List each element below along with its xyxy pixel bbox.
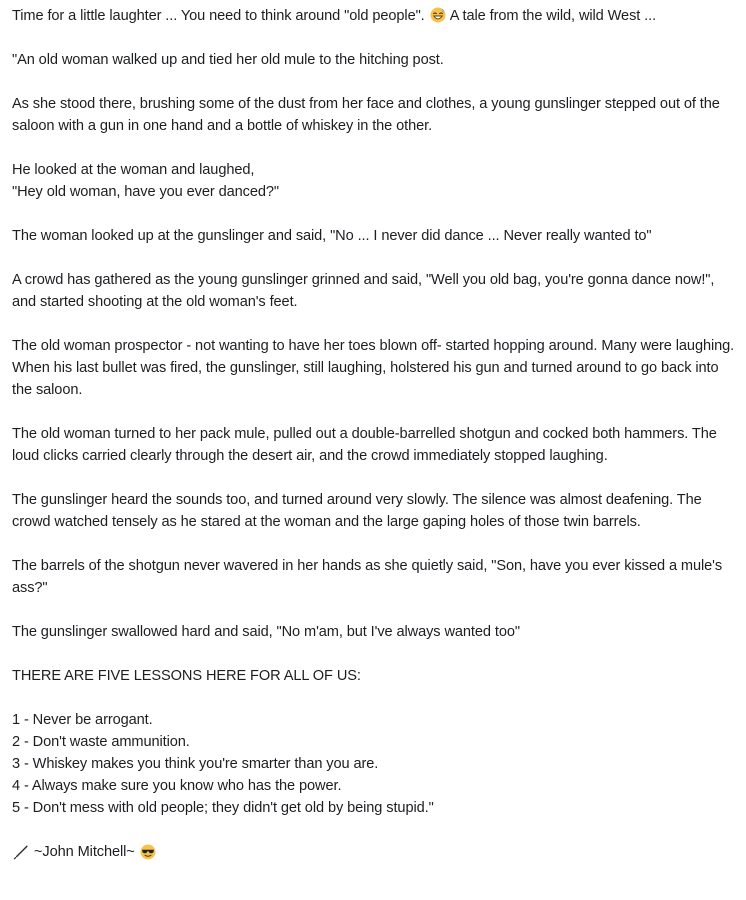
- paragraph-10: The gunslinger swallowed hard and said, "No m'am, but I've always wanted too": [12, 624, 520, 640]
- paragraph-3-line-1: He looked at the woman and laughed,: [12, 162, 255, 178]
- paragraph-6-line-1: The old woman prospector - not wanting to have her toes blown off- started hopping around. Many were laughing.: [12, 338, 735, 354]
- paragraph-4: The woman looked up at the gunslinger and said, "No ... I never did dance ... Never really wanted to": [12, 228, 652, 244]
- lessons-heading: THERE ARE FIVE LESSONS HERE FOR ALL OF US:: [12, 668, 361, 684]
- paragraph-9: The barrels of the shotgun never wavered in her hands as she quietly said, "Son, have you ever kissed a mule's ass?": [12, 558, 723, 596]
- paragraph-6-line-2: When his last bullet was fired, the gunslinger, still laughing, holstered his gun and turned around to go back into the saloon.: [12, 360, 719, 398]
- intro-text-after: A tale from the wild, wild West ...: [446, 8, 657, 24]
- paragraph-3-line-2: "Hey old woman, have you ever danced?": [12, 184, 279, 200]
- sunglasses-emoji-icon: [140, 844, 156, 860]
- paragraph-7: The old woman turned to her pack mule, pulled out a double-barrelled shotgun and cocked both hammers. The loud clicks carried clearly through the desert air, and the crowd immediately stopped laughing.: [12, 426, 717, 464]
- pen-icon: [13, 844, 29, 860]
- lessons-list: [12, 709, 738, 819]
- intro-text: Time for a little laughter ... You need to think around "old people".: [12, 8, 429, 24]
- paragraph-8: The gunslinger heard the sounds too, and turned around very slowly. The silence was almost deafening. The crowd watched tensely as he stared at the woman and the large gaping holes of those twin barrels.: [12, 492, 702, 530]
- paragraph-2: As she stood there, brushing some of the dust from her face and clothes, a young gunslinger stepped out of the saloon with a gun in one hand and a bottle of whiskey in the other.: [12, 96, 720, 134]
- lesson-item: 5 - Don't mess with old people; they didn't get old by being stupid.": [12, 800, 434, 816]
- intro-paragraph: [12, 5, 738, 27]
- lesson-item: 1 - Never be arrogant.: [12, 712, 153, 728]
- paragraph-3: [12, 159, 738, 203]
- paragraph-6: [12, 335, 738, 401]
- paragraph-5: A crowd has gathered as the young gunslinger grinned and said, "Well you old bag, you're gonna dance now!", and started shooting at the old woman's feet.: [12, 272, 715, 310]
- grinning-sweat-emoji-icon: [430, 7, 446, 23]
- signature-name: ~John Mitchell~: [34, 844, 135, 860]
- lesson-item: 3 - Whiskey makes you think you're smarter than you are.: [12, 756, 379, 772]
- lesson-item: 4 - Always make sure you know who has the power.: [12, 778, 342, 794]
- lesson-item: 2 - Don't waste ammunition.: [12, 734, 190, 750]
- paragraph-1: "An old woman walked up and tied her old mule to the hitching post.: [12, 52, 444, 68]
- signature: [12, 841, 738, 863]
